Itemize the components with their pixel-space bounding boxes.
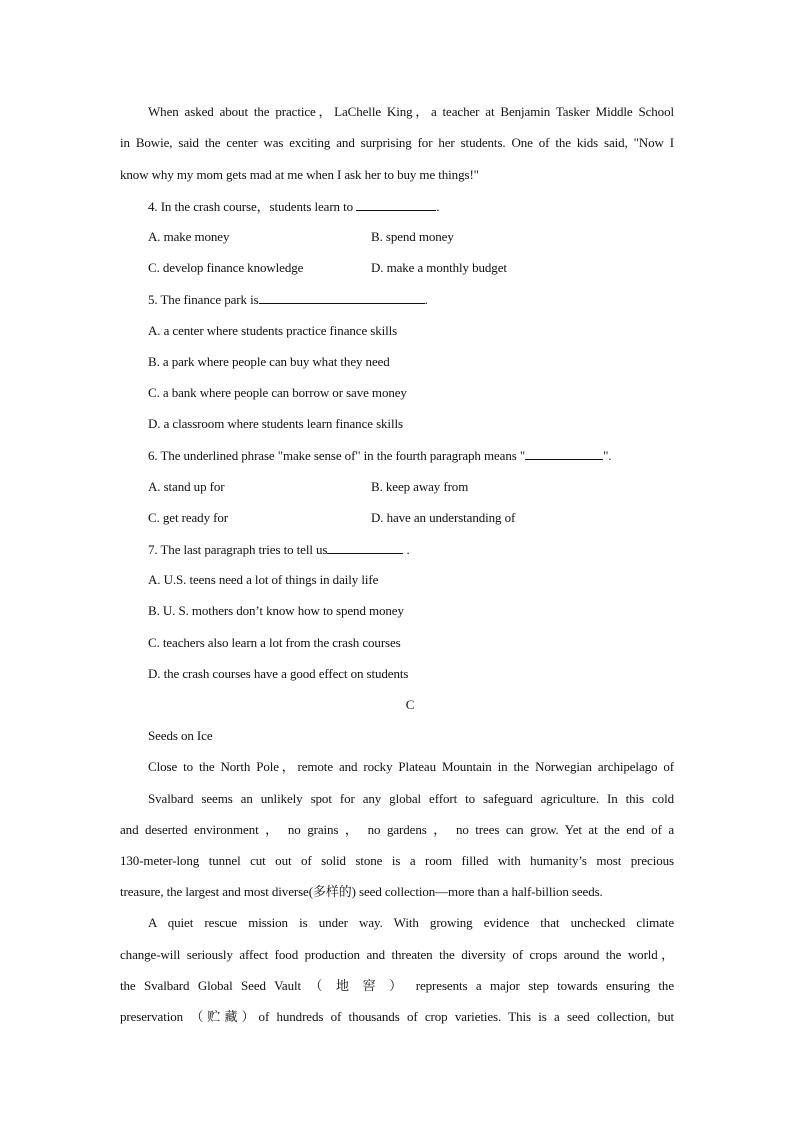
section-c-para1-line-4: 130-meter-long tunnel cut out of solid stone is a room filled with humanity’s most precious	[120, 853, 674, 868]
question-6-option-a[interactable]: A. stand up for	[148, 479, 225, 494]
question-4-option-d[interactable]: D. make a monthly budget	[371, 260, 507, 275]
section-c-heading: C	[405, 697, 415, 712]
question-4-text: 4. In the crash course，students learn to	[148, 199, 354, 214]
question-4-answer-blank[interactable]	[356, 198, 436, 211]
section-c-para2-line-4: preservation （贮藏）of hundreds of thousands of crop varieties. This is a seed collection, but	[120, 1009, 674, 1024]
question-4-stem	[148, 198, 439, 215]
question-4-option-a[interactable]: A. make money	[148, 229, 230, 244]
question-5-text: 5. The finance park is	[148, 292, 259, 307]
question-5-answer-blank[interactable]	[259, 291, 425, 304]
question-7-stem	[148, 541, 410, 558]
question-7-option-a[interactable]: A. U.S. teens need a lot of things in daily life	[148, 572, 379, 587]
question-7-option-c[interactable]: C. teachers also learn a lot from the crash courses	[148, 635, 401, 650]
section-c-para2-line-2: change-will seriously affect food production and threaten the diversity of crops around the world，	[120, 947, 674, 962]
question-5-option-b[interactable]: B. a park where people can buy what they need	[148, 354, 390, 369]
passage-b-line-2: in Bowie, said the center was exciting and surprising for her students. One of the kids said, "Now I	[120, 135, 674, 150]
question-7-text-end: .	[403, 542, 410, 557]
question-6-option-b[interactable]: B. keep away from	[371, 479, 469, 494]
question-7-answer-blank[interactable]	[327, 541, 403, 554]
question-7-text: 7. The last paragraph tries to tell us	[148, 542, 328, 557]
question-5-option-c[interactable]: C. a bank where people can borrow or save money	[148, 385, 407, 400]
section-c-para2-line-1: A quiet rescue mission is under way. With growing evidence that unchecked climate	[148, 915, 674, 930]
question-4-option-c[interactable]: C. develop finance knowledge	[148, 260, 304, 275]
question-6-text: 6. The underlined phrase "make sense of" in the fourth paragraph means "	[148, 448, 526, 463]
section-c-para2-line-3: the Svalbard Global Seed Vault （ 地 窖 ） represents a major step towards ensuring the	[120, 978, 674, 993]
question-6-stem	[148, 447, 611, 464]
section-c-title: Seeds on Ice	[148, 728, 213, 743]
question-5-text-end: .	[424, 292, 428, 307]
section-c-para1-line-3: and deserted environment ， no grains ， no gardens ， no trees can grow. Yet at the end of a	[120, 822, 674, 837]
question-5-option-d[interactable]: D. a classroom where students learn finance skills	[148, 416, 403, 431]
question-4-option-b[interactable]: B. spend money	[371, 229, 454, 244]
question-6-answer-blank[interactable]	[525, 447, 603, 460]
question-5-option-a[interactable]: A. a center where students practice finance skills	[148, 323, 398, 338]
question-7-option-d[interactable]: D. the crash courses have a good effect on students	[148, 666, 409, 681]
question-6-option-d[interactable]: D. have an understanding of	[371, 510, 516, 525]
section-c-para1-line-1: Close to the North Pole，remote and rocky Plateau Mountain in the Norwegian archipelago of	[148, 759, 674, 774]
passage-b-line-1: When asked about the practice，LaChelle King，a teacher at Benjamin Tasker Middle School	[148, 104, 674, 119]
question-6-option-c[interactable]: C. get ready for	[148, 510, 228, 525]
question-7-option-b[interactable]: B. U. S. mothers don’t know how to spend money	[148, 603, 404, 618]
section-c-para1-line-2: Svalbard seems an unlikely spot for any global effort to safeguard agriculture. In this cold	[148, 791, 674, 806]
question-4-text-end: .	[436, 199, 440, 214]
question-6-text-end: ".	[603, 448, 612, 463]
passage-b-line-3: know why my mom gets mad at me when I ask her to buy me things!"	[120, 167, 479, 182]
section-c-para1-line-5: treasure, the largest and most diverse(多样的) seed collection—more than a half-billion seeds.	[120, 884, 603, 899]
question-5-stem	[148, 291, 428, 308]
